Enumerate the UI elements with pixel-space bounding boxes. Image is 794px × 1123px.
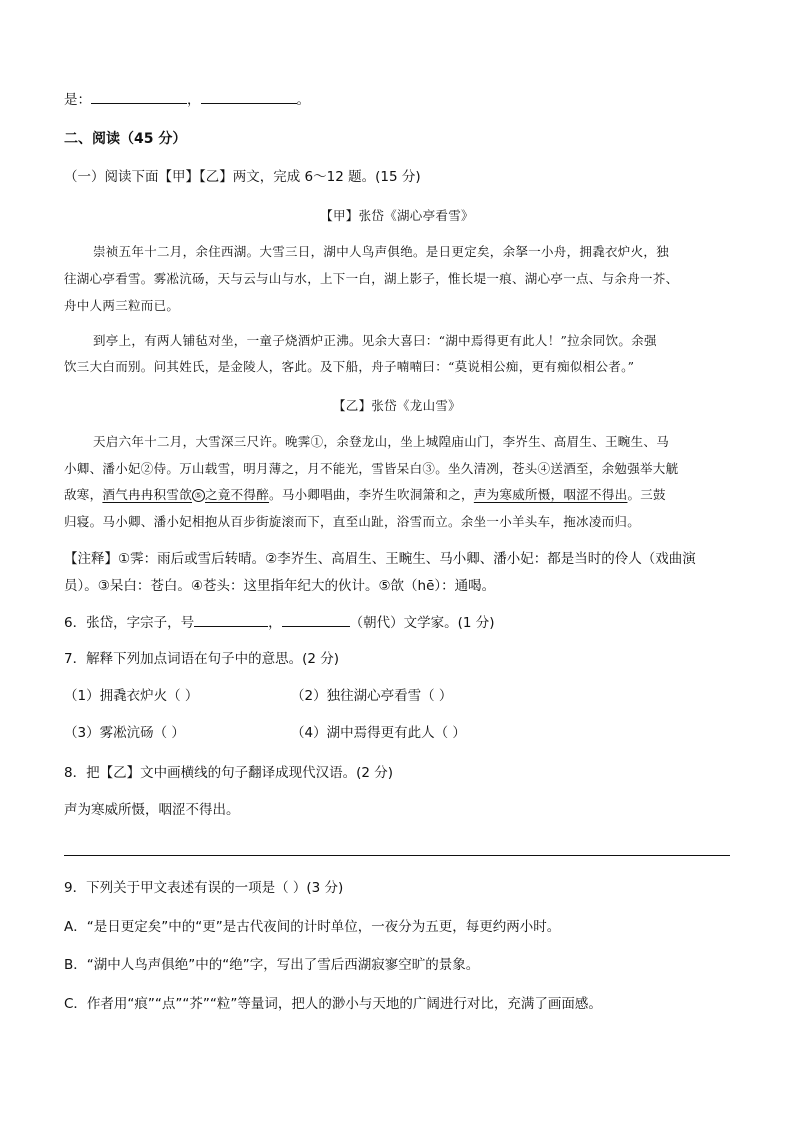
answer-line[interactable]: [64, 855, 730, 856]
question-7-item: （3）雾凇沆砀（ ）: [64, 725, 185, 741]
section-title: 二、阅读（45 分）: [64, 131, 187, 147]
question-7-item: （1）拥毳衣炉火（ ）: [64, 688, 199, 704]
passage-jia-title: 【甲】张岱《湖心亭看雪》: [320, 208, 474, 223]
option-b: B．“湖中人鸟声俱绝”中的“绝”字，写出了雪后西湖寂寥空旷的景象。: [64, 957, 480, 973]
question-7-stem: 7．解释下列加点词语在句子中的意思。(2 分): [64, 651, 340, 667]
option-a: A．“是日更定矣”中的“更”是古代夜间的计时单位，一夜分为五更，每更约两小时。: [64, 919, 561, 935]
underlined-sentence-1: 酒气冉冉积雪欱 ⑤ 之竟不得醉: [102, 487, 270, 502]
answer-blank-dynasty[interactable]: [282, 613, 350, 627]
question-9-stem: 9．下列关于甲文表述有误的一项是（ ）(3 分): [64, 880, 344, 896]
passage-line: 到亭上，有两人铺毡对坐，一童子烧酒炉正沸。见余大喜曰：“湖中焉得更有此人！”拉余同饮。余强: [93, 333, 657, 348]
answer-blank-hao[interactable]: [194, 613, 268, 627]
underlined-sentence-2: 声为寒威所慑，咽涩不得出: [473, 487, 628, 502]
passage-yi-title: 【乙】张岱《龙山雪》: [332, 398, 461, 413]
passage-line: 舟中人两三粒而已。: [64, 298, 180, 313]
passage-line: 崇祯五年十二月，余住西湖。大雪三日，湖中人鸟声俱绝。是日更定矣，余拏一小舟，拥毳衣炉火，独: [93, 244, 670, 259]
question-8-sentence: 声为寒威所慑，咽涩不得出。: [64, 802, 240, 818]
answer-blank-1[interactable]: [91, 90, 187, 104]
passage-line: 天启六年十二月，大雪深三尺许。晚霁①，余登龙山，坐上城隍庙山门，李岕生、高眉生、王畹生、马: [93, 434, 670, 449]
passage-line: 敌寒，酒气冉冉积雪欱 ⑤ 之竟不得醉。马小卿唱曲，李岕生吹洞箫和之，声为寒威所慑，咽涩不得出。三鼓: [64, 487, 666, 502]
question-7-item: （2）独往湖心亭看雪（ ）: [291, 688, 453, 704]
question-7-item: （4）湖中焉得更有此人（ ）: [291, 725, 466, 741]
note-marker: ⑤: [192, 489, 205, 502]
notes-line: 员）。③呆白：苍白。④苍头：这里指年纪大的伙计。⑤欱（hē）：通喝。: [64, 578, 496, 594]
question-8-stem: 8．把【乙】文中画横线的句子翻译成现代汉语。(2 分): [64, 765, 394, 781]
passage-line: 小卿、潘小妃②侍。万山载雪，明月薄之，月不能光，雪皆呆白③。坐久清冽，苍头④送酒至，余勉强举大觥: [64, 461, 679, 476]
passage-line: 往湖心亭看雪。雾凇沆砀，天与云与山与水，上下一白，湖上影子，惟长堤一痕、湖心亭一点、与余舟一芥、: [64, 271, 679, 286]
option-c: C．作者用“痕”“点”“芥”“粒”等量词，把人的渺小与天地的广阔进行对比，充满了画面感。: [64, 996, 602, 1012]
part-intro: （一）阅读下面【甲】【乙】两文，完成 6～12 题。(15 分): [64, 169, 421, 185]
passage-line: 饮三大白而别。问其姓氏，是金陵人，客此。及下船，舟子喃喃曰：“莫说相公痴，更有痴似相公者。”: [64, 359, 635, 374]
passage-line: 归寝。马小卿、潘小妃相抱从百步街旋滚而下，直至山趾，浴雪而立。余坐一小羊头车，拖冰凌而归。: [64, 514, 641, 529]
question-6: 6．张岱，字宗子，号 ， （朝代）文学家。(1 分): [64, 615, 495, 631]
q5-answer-line: 是： ， 。: [64, 92, 310, 108]
answer-blank-2[interactable]: [201, 90, 297, 104]
notes-line: 【注释】①霁：雨后或雪后转晴。②李岕生、高眉生、王畹生、马小卿、潘小妃：都是当时的伶人（戏曲演: [64, 551, 696, 567]
